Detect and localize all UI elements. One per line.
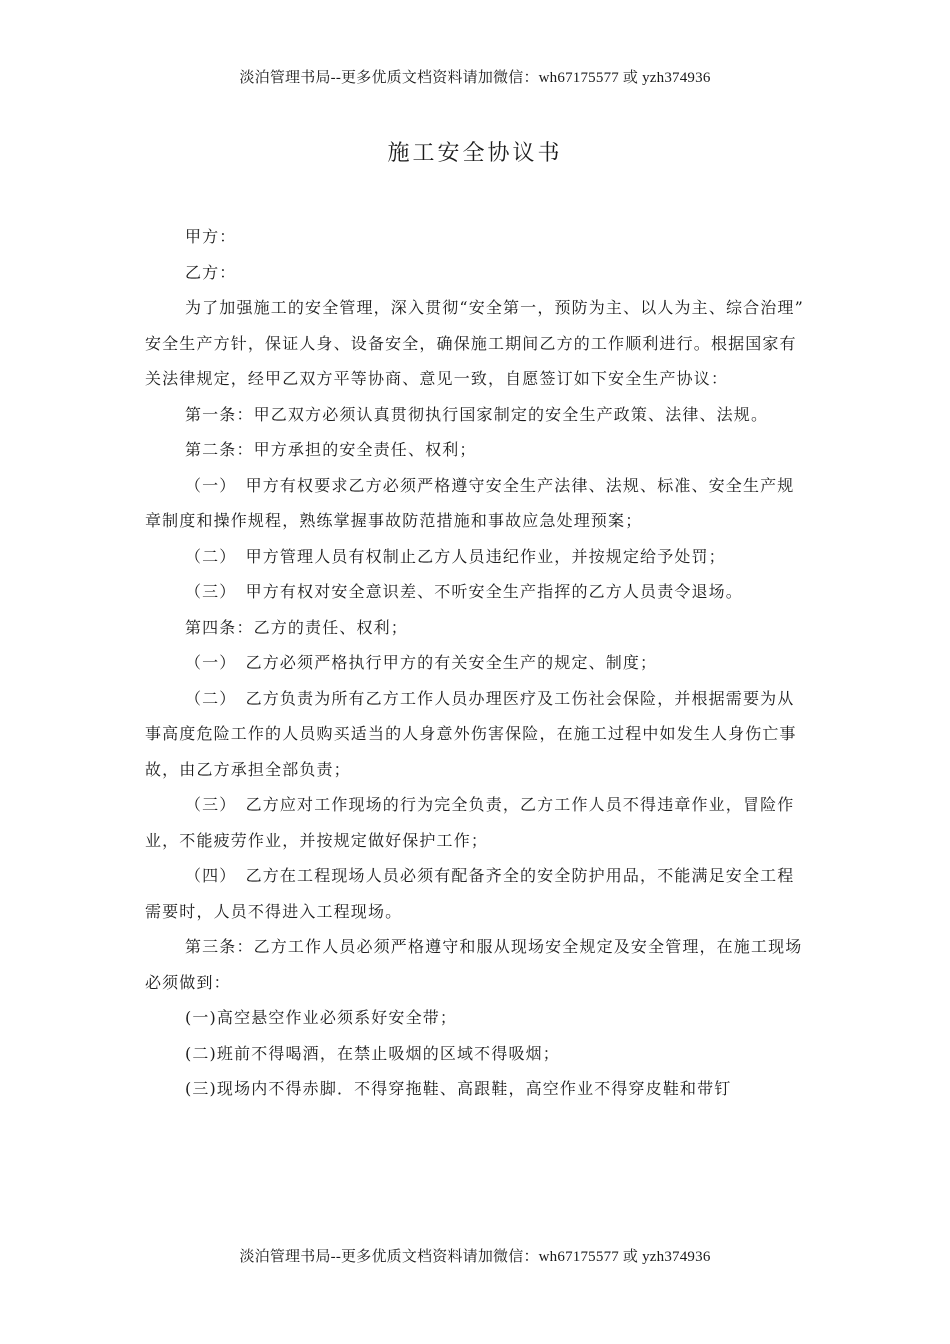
article-2-item-3: （三） 甲方有权对安全意识差、不听安全生产指挥的乙方人员责令退场。	[185, 582, 743, 601]
article-2-item-1: （一） 甲方有权要求乙方必须严格遵守安全生产法律、法规、标准、安全生产规章制度和操作规程，熟练掌握事故防范措施和事故应急处理预案；	[145, 475, 795, 530]
article-3-item-3: (三)现场内不得赤脚．不得穿拖鞋、高跟鞋，高空作业不得穿皮鞋和带钉	[185, 1079, 732, 1098]
article-2-item-2: （二） 甲方管理人员有权制止乙方人员违纪作业，并按规定给予处罚；	[185, 546, 726, 566]
article-4-item-3: （三） 乙方应对工作现场的行为完全负责，乙方工作人员不得违章作业，冒险作业，不能疲劳作业，并按规定做好保护工作；	[145, 795, 795, 850]
page-footer: 淡泊管理书局--更多优质文档资料请加微信：wh67175577 或 yzh374936	[239, 1249, 711, 1265]
article-3-heading: 第三条：乙方工作人员必须严格遵守和服从现场安全规定及安全管理，在施工现场必须做到：	[145, 937, 803, 992]
intro-paragraph: 为了加强施工的安全管理，深入贯彻“安全第一，预防为主、以人为主、综合治理”	[185, 298, 804, 317]
article-4-item-2: （二） 乙方负责为所有乙方工作人员办理医疗及工伤社会保险，并根据需要为从事高度危险工作的人员购买适当的人身意外伤害保险，在施工过程中如发生人身伤亡事故，由乙方承担全部负责；	[145, 688, 797, 779]
article-3-item-1: (一)高空悬空作业必须系好安全带；	[185, 1008, 458, 1027]
party-b-line: 乙方：	[185, 262, 237, 282]
article-4-item-4: （四） 乙方在工程现场人员必须有配备齐全的安全防护用品，不能满足安全工程需要时，人员不得进入工程现场。	[145, 866, 795, 921]
article-1: 第一条：甲乙双方必须认真贯彻执行国家制定的安全生产政策、法律、法规。	[185, 404, 769, 424]
document-body	[145, 219, 807, 1107]
document-title: 施工安全协议书	[387, 141, 563, 166]
party-a-line: 甲方：	[185, 227, 237, 246]
article-3-item-2: (二)班前不得喝酒，在禁止吸烟的区域不得吸烟；	[185, 1043, 560, 1063]
page-header: 淡泊管理书局--更多优质文档资料请加微信：wh67175577 或 yzh374936	[239, 70, 711, 86]
article-4-heading: 第四条：乙方的责任、权利；	[185, 617, 408, 637]
article-2-heading: 第二条：甲方承担的安全责任、权利；	[185, 440, 477, 459]
article-4-item-1: （一） 乙方必须严格执行甲方的有关安全生产的规定、制度；	[185, 653, 658, 672]
intro-continuation: 安全生产方针，保证人身、设备安全，确保施工期间乙方的工作顺利进行。根据国家有关法律规定，经甲乙双方平等协商、意见一致，自愿签订如下安全生产协议：	[145, 333, 797, 388]
